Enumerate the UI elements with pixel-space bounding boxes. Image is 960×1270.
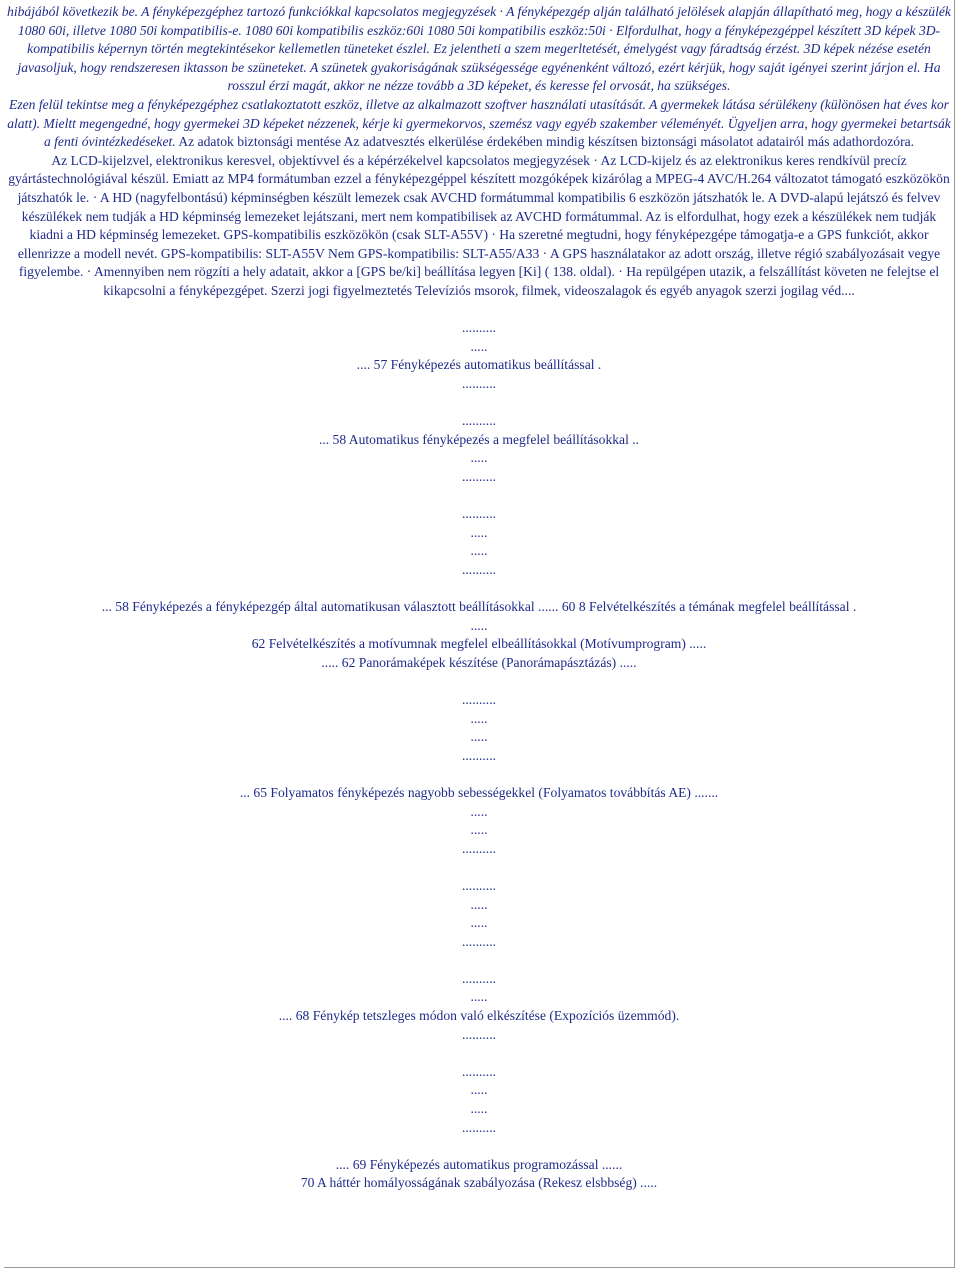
spacer <box>6 301 952 320</box>
toc-dots: .......... <box>462 1119 496 1135</box>
toc-dots: ..... <box>470 822 488 838</box>
toc-entry-62-panorama[interactable]: ..... 62 Panorámaképek készítése (Panorámapásztázás) ..... <box>321 654 637 670</box>
toc-dots: .......... <box>462 1063 496 1079</box>
toc-dots: ..... <box>470 543 488 559</box>
safety-paragraph <box>6 96 952 152</box>
toc-dots: .......... <box>462 933 496 949</box>
toc-entry-62-scene[interactable]: 62 Felvételkészítés a motívumnak megfelel elbeállításokkal (Motívumprogram) ..... <box>251 636 707 652</box>
toc-dots: ..... <box>470 1101 488 1117</box>
toc-dots: ..... <box>470 450 488 466</box>
spacer <box>6 393 952 412</box>
toc-entry-68[interactable]: .... 68 Fénykép tetszleges módon való elkészítése (Expozíciós üzemmód). <box>278 1008 680 1024</box>
toc-dots: ..... <box>470 896 488 912</box>
intro-paragraph: hibájából következik be. A fényképezgéphez tartozó funkciókkal kapcsolatos megjegyzések · A fényképezgép alján található jelölések alapján állapítható meg, hogy a készülék 1080 60i, illetve 1080 50i kompatibilis-e. 1080 60i kompatibilis eszköz:60i 1080 50i kompatibilis eszköz:50i · Elfordulhat, hogy a fényképezgéppel készített 3D képek 3D-kompatibilis képernyn történ megtekintésekor kellemetlen tüneteket észlel. Ez jelentheti a szem megerltetését, émelygést vagy fáradtság érzést. 3D képek nézése esetén javasoljuk, hogy rendszeresen iktasson be szüneteket. A szünetek gyakoriságának szükségessége egyénenként változó, ezért kérjük, hogy saját igényei szerint járjon el. Ha rosszul érzi magát, akkor ne nézze tovább a 3D képeket, és keresse fel orvosát, ha szükséges. <box>7 4 951 94</box>
toc-dots: ..... <box>470 338 488 354</box>
toc-dots: .......... <box>462 877 496 893</box>
spacer <box>6 672 952 691</box>
backup-text: Az adatok biztonsági mentése Az adatvesztés elkerülése érdekében mindig készítsen biztonsági másolatot adatairól más adathordozóra. <box>178 134 915 150</box>
toc-dots: .......... <box>462 970 496 986</box>
spacer <box>6 858 952 877</box>
spacer <box>6 765 952 784</box>
table-of-contents <box>6 301 952 1194</box>
spacer <box>6 486 952 505</box>
toc-entry-69[interactable]: .... 69 Fényképezés automatikus programozással ...... <box>335 1156 623 1172</box>
safety-text: Ezen felül tekintse meg a fényképezgéphez csatlakoztatott eszköz, illetve az alkalmazott szoftver használati utasítását. A gyermekek látása sérülékeny (különösen hat éves kor alatt). Mieltt megengedné, hogy gyermekei 3D képeket nézzenek, kérje ki gyermekorvos, szemész vagy egyéb szakember véleményét. Ügyeljen arra, hogy gyermekei betartsák a fenti óvintézkedéseket. <box>7 96 951 150</box>
spacer <box>6 951 952 970</box>
toc-dots: .......... <box>462 691 496 707</box>
lcd-gps-paragraph: Az LCD-kijelzvel, elektronikus keresvel, objektívvel és a képérzékelvel kapcsolatos megjegyzések · Az LCD-kijelz és az elektronikus keres rendkívül precíz gyártástechnológiával készül. Emiatt az MP4 formátumban ezzel a fényképezgéppel készített mozgóképek kizárólag a MPEG-4 AVC/H.264 változatot támogató eszközökön játszhatók le. · A HD (nagyfelbontású) képminségben készült lemezek csak AVCHD formátummal kompatibilis 6 eszközön játszhatók le. A DVD-alapú lejátszó és felvev készülékek nem tudják a HD képminség lemezeket lejátszani, mert nem kompatibilisek az AVCHD formátummal. Az is elfordulhat, hogy ezek a készülékek nem tudják kiadni a HD képminség lemezeket. GPS-kompatibilis eszközökön (csak SLT-A55V) · Ha szeretné megtudni, hogy fényképezgépe támogatja-e a GPS funkciót, akkor ellenrizze a modell nevét. GPS-kompatibilis: SLT-A55V Nem GPS-kompatibilis: SLT-A55/A33 · A GPS használatakor az adott ország, illetve régió szabályozásait vegye figyelembe. · Amennyiben nem rögzíti a hely adatait, akkor a [GPS be/ki] beállítása legyen [Ki] ( 138. oldal). · Ha repülgépen utazik, a felszállítást követen ne felejtse el kikapcsolni a fényképezgépet. Szerzi jogi figyelmeztetés Televíziós msorok, filmek, videoszalagok és egyéb anyagok szerzi jogilag véd.... <box>8 152 950 298</box>
toc-dots: .......... <box>462 506 496 522</box>
toc-dots: ..... <box>470 1082 488 1098</box>
spacer <box>6 579 952 598</box>
document-body <box>6 3 952 1193</box>
toc-entry-65[interactable]: ... 65 Folyamatos fényképezés nagyobb sebességekkel (Folyamatos továbbítás AE) ....... <box>239 784 719 800</box>
toc-dots: .......... <box>462 468 496 484</box>
toc-dots: ..... <box>470 989 488 1005</box>
toc-dots: .......... <box>462 413 496 429</box>
toc-entry-58-auto[interactable]: ... 58 Automatikus fényképezés a megfelel beállításokkal .. <box>318 431 640 447</box>
toc-entry-70[interactable]: 70 A háttér homályosságának szabályozása (Rekesz elsbbség) ..... <box>300 1175 658 1191</box>
toc-dots: .......... <box>462 1026 496 1042</box>
toc-dots: .......... <box>462 747 496 763</box>
spacer <box>6 1044 952 1063</box>
toc-dots: .......... <box>462 375 496 391</box>
toc-entry-57[interactable]: .... 57 Fényképezés automatikus beállítással . <box>356 357 602 373</box>
toc-dots: ..... <box>470 729 488 745</box>
toc-dots: .......... <box>462 320 496 336</box>
toc-dots: ..... <box>470 617 488 633</box>
toc-entry-58-60[interactable]: ... 58 Fényképezés a fényképezgép által automatikusan választott beállításokkal ...... 60 8 Felvételkészítés a témának megfelel beállítással . <box>101 599 857 614</box>
toc-dots: .......... <box>462 840 496 856</box>
spacer <box>6 1137 952 1156</box>
toc-dots: ..... <box>470 915 488 931</box>
toc-dots: .......... <box>462 561 496 577</box>
toc-dots: ..... <box>470 524 488 540</box>
toc-dots: ..... <box>470 803 488 819</box>
toc-dots: ..... <box>470 710 488 726</box>
